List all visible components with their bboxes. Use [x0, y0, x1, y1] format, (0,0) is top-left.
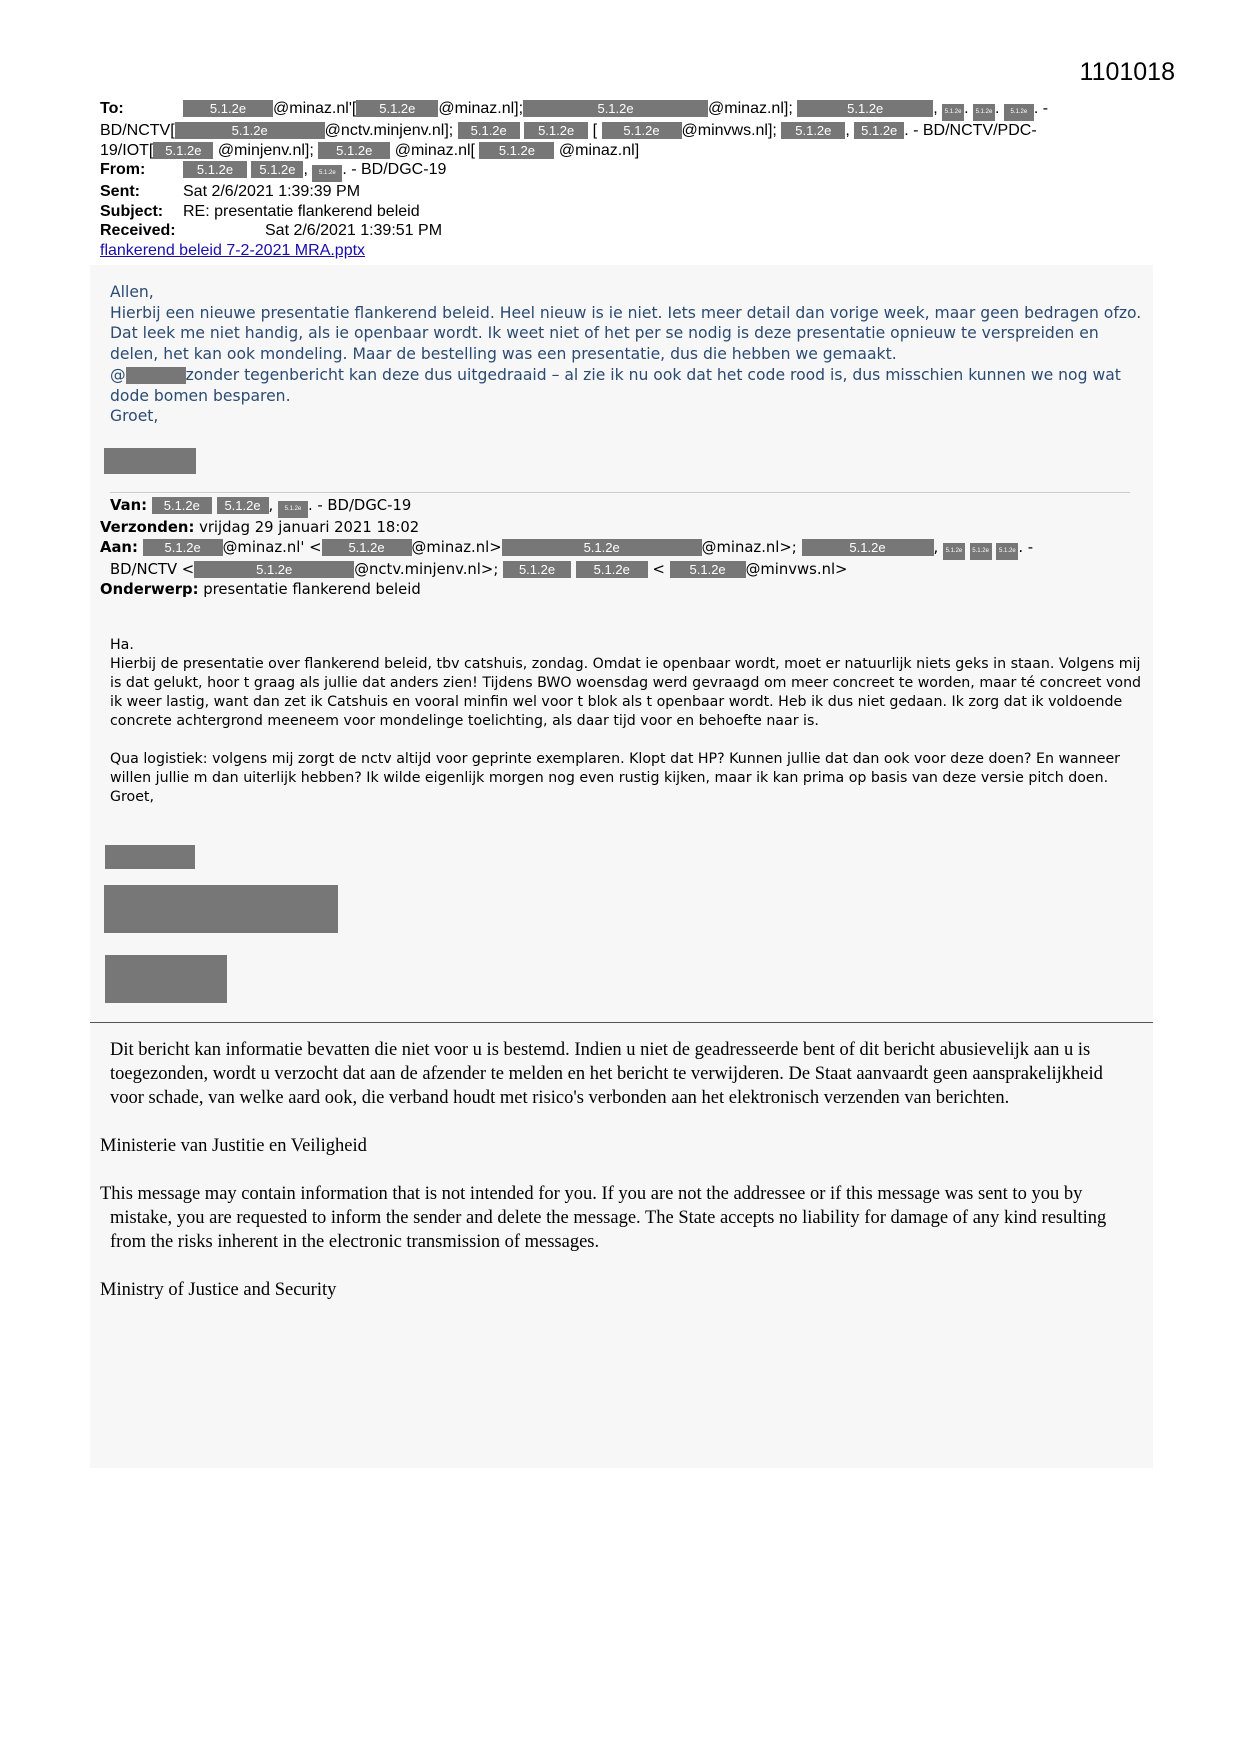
sent-value: Sat 2/6/2021 1:39:39 PM: [183, 183, 361, 201]
redaction: 5.1.2e: [322, 539, 412, 556]
aan-fragment: BD/NCTV <: [110, 560, 195, 578]
van-label: Van:: [110, 497, 148, 514]
to-fragment: 19/IOT[: [100, 141, 154, 159]
subject-line: [100, 202, 1140, 222]
aan-fragment: @minvws.nl>: [745, 560, 848, 578]
redaction: 5.1.2e: [183, 100, 273, 117]
to-label: To:: [100, 100, 124, 117]
redaction: 5.1.2e: [524, 122, 588, 139]
to-fragment: @minaz.nl[: [394, 141, 475, 159]
verzonden-value: vrijdag 29 januari 2021 18:02: [199, 519, 420, 536]
redaction: 5.1.2e: [312, 165, 342, 182]
to-line: [100, 141, 1140, 161]
original-body: [110, 636, 1145, 807]
redaction: 5.1.2e: [502, 539, 702, 556]
aan-fragment: . -: [1018, 538, 1034, 556]
redaction: 5.1.2e: [523, 100, 708, 117]
redaction: 5.1.2e: [1004, 104, 1034, 121]
verzonden-line: [100, 518, 1145, 538]
to-fragment: @nctv.minjenv.nl];: [324, 122, 454, 139]
redaction: 5.1.2e: [996, 543, 1018, 560]
ministry-nl: Ministerie van Justitie en Veiligheid: [100, 1136, 367, 1156]
sent-label: Sent:: [100, 183, 140, 201]
redaction: 5.1.2e: [943, 543, 965, 560]
aan-fragment: @nctv.minjenv.nl>;: [354, 560, 499, 578]
to-fragment: @minaz.nl'[: [273, 100, 357, 117]
redaction: 5.1.2e: [194, 561, 354, 578]
aan-line: Aan: 5.1.2e @minaz.nl' < 5.1.2e @minaz.nl> 5.1.2e @minaz.nl>; 5.1.2e , 5.1.2e 5.1.2e 5.1.2e . -: [100, 538, 1145, 560]
redaction: 5.1.2e: [183, 161, 247, 178]
onderwerp-line: [100, 580, 1145, 600]
redaction: 5.1.2e: [152, 497, 212, 514]
original-paragraph-1: Hierbij de presentatie over flankerend beleid, tbv catshuis, zondag. Omdat ie openbaar wordt, moet er natuurlijk niets geks in staan. Volgens mij is dat gelukt, hoor t graag als jullie dat anders zien! Tijdens BWO woensdag werd gevraagd om meer concreet te worden, maar té concreet vond ik weer lastig, want dan zet ik Catshuis en vooral minfin wel voor t blok als t openbaar wordt. Heb ik dus niet gedaan. Ik zorg dat ik voldoende concrete achtergrond meeneem voor mondelinge toelichting, als daar tijd voor en behoefte naar is.: [110, 656, 1142, 729]
redacted-signature-block: [104, 885, 338, 933]
attachment-link[interactable]: flankerend beleid 7-2-2021 MRA.pptx: [100, 241, 366, 259]
redaction: 5.1.2e: [970, 543, 992, 560]
original-paragraph-2: Qua logistiek: volgens mij zorgt de nctv altijd voor geprinte exemplaren. Klopt dat HP? Kunnen jullie dat dan ook voor deze doen? En wanneer willen jullie m dan uiterlijk hebben? Ik wilde eigenlijk morgen nog even rustig kijken, maar ik kan prima op basis van deze versie pitch doen.: [110, 751, 1121, 786]
ministry-en: Ministry of Justice and Security: [100, 1280, 337, 1300]
disclaimer-nl: Dit bericht kan informatie bevatten die niet voor u is bestemd. Indien u niet de geadresseerde bent of dit bericht abusievelijk aan u is toegezonden, wordt u verzocht dat aan de afzender te melden en het bericht te verwijderen. De Staat aanvaardt geen aansprakelijkheid voor schade, van welke aard ook, die verband houdt met risico's verbonden aan het elektronisch verzenden van berichten.: [110, 1040, 1103, 1108]
redaction: 5.1.2e: [153, 142, 213, 159]
aan-fragment: @minaz.nl' <: [222, 538, 322, 556]
to-line: BD/NCTV[ 5.1.2e @nctv.minjenv.nl]; 5.1.2e 5.1.2e [ 5.1.2e @minvws.nl]; 5.1.2e , 5.1.2e . - BD/NCTV/PDC-: [100, 122, 1037, 139]
to-fragment: @minaz.nl];: [438, 100, 524, 117]
reply-line-2-text: zonder tegenbericht kan deze dus uitgedraaid – al zie ik nu ook dat het code rood is, dus misschien kunnen we nog wat dode bomen besparen.: [110, 365, 1121, 405]
received-line: [100, 221, 1140, 241]
disclaimer-en: This message may contain information that is not intended for you. If you are not the addressee or if this message was sent to you by mistake, you are requested to inform the sender and delete the message. The State accepts no liability for damage of any kind resulting from the risks inherent in the electronic transmission of messages.: [100, 1184, 1107, 1252]
reply-greeting: Allen,: [110, 283, 154, 301]
original-greeting: Ha.: [110, 637, 134, 653]
to-fragment: @minaz.nl];: [708, 100, 793, 117]
redacted-signature-block: [105, 955, 227, 1003]
aan-fragment: @minaz.nl>;: [701, 538, 797, 556]
redaction: 5.1.2e: [576, 561, 648, 578]
redaction: 5.1.2e: [318, 142, 390, 159]
redaction: 5.1.2e: [479, 142, 554, 159]
redacted-signature: [104, 448, 196, 474]
redaction: 5.1.2e: [602, 122, 682, 139]
from-label: From:: [100, 161, 146, 179]
redaction: 5.1.2e: [797, 100, 933, 117]
disclaimer: [100, 1038, 1135, 1326]
to-fragment: @minaz.nl]: [558, 141, 640, 159]
disclaimer-rule: [90, 1022, 1153, 1023]
redaction: 5.1.2e: [356, 100, 438, 117]
redaction: 5.1.2e: [942, 104, 964, 121]
van-suffix: . - BD/DGC-19: [307, 497, 412, 514]
reply-line-2: [110, 365, 1145, 406]
reply-closing: Groet,: [110, 407, 159, 426]
reply-body: [110, 282, 1145, 427]
aan-line: [100, 560, 1145, 580]
redaction: 5.1.2e: [781, 122, 845, 139]
van-line: Van: 5.1.2e 5.1.2e , 5.1.2e . - BD/DGC-19: [100, 496, 1145, 518]
to-fragment: @minvws.nl];: [681, 122, 777, 139]
to-fragment: BD/NCTV[: [100, 122, 175, 139]
redaction: 5.1.2e: [670, 561, 746, 578]
attachment-line: [100, 241, 1140, 261]
aan-label: Aan:: [100, 538, 138, 556]
aan-fragment: <: [652, 560, 665, 578]
subject-value: RE: presentatie flankerend beleid: [183, 202, 420, 220]
from-suffix: . - BD/DGC-19: [342, 161, 447, 179]
redaction: 5.1.2e: [458, 122, 520, 139]
redaction: 5.1.2e: [217, 497, 269, 514]
at-sign: @: [110, 365, 126, 384]
onderwerp-value: presentatie flankerend beleid: [203, 580, 421, 598]
aan-fragment: @minaz.nl>: [411, 538, 502, 556]
redaction: 5.1.2e: [278, 501, 308, 518]
redaction: 5.1.2e: [973, 104, 995, 121]
redaction: 5.1.2e: [175, 122, 325, 139]
forward-divider: [110, 492, 1130, 493]
subject-label: Subject:: [100, 202, 164, 220]
sent-line: [100, 182, 1140, 202]
forwarded-header: [100, 496, 1145, 599]
verzonden-label: Verzonden:: [100, 519, 195, 536]
redaction: 5.1.2e: [143, 539, 223, 556]
from-line: From: 5.1.2e 5.1.2e , 5.1.2e . - BD/DGC-19: [100, 160, 1140, 182]
original-closing: Groet,: [110, 789, 154, 805]
redaction: 5.1.2e: [251, 161, 303, 178]
redaction: [126, 367, 186, 384]
document-number: 1101018: [1079, 58, 1175, 86]
onderwerp-label: Onderwerp:: [100, 580, 199, 598]
email-header: [100, 99, 1140, 261]
received-label: Received:: [100, 222, 176, 240]
to-line: To: 5.1.2e @minaz.nl'[ 5.1.2e @minaz.nl]; 5.1.2e @minaz.nl]; 5.1.2e , 5.1.2e . 5.1.2e . 5.1.2e . -: [100, 99, 1140, 121]
redaction: 5.1.2e: [854, 122, 904, 139]
to-fragment: @minjenv.nl];: [217, 141, 314, 159]
received-value: Sat 2/6/2021 1:39:51 PM: [265, 222, 443, 240]
redaction: 5.1.2e: [503, 561, 571, 578]
to-fragment: . - BD/NCTV/PDC-: [904, 122, 1037, 139]
reply-paragraph: Hierbij een nieuwe presentatie flankerend beleid. Heel nieuw is ie niet. Iets meer detail dan vorige week, maar geen bedragen ofzo. Dat leek me niet handig, als ie openbaar wordt. Ik weet niet of het per se nodig is deze presentatie opnieuw te verspreiden en delen, het kan ook mondeling. Maar de bestelling was een presentatie, dus die hebben we gemaakt.: [110, 303, 1142, 364]
redacted-signature: [105, 845, 195, 869]
redaction: 5.1.2e: [802, 539, 934, 556]
